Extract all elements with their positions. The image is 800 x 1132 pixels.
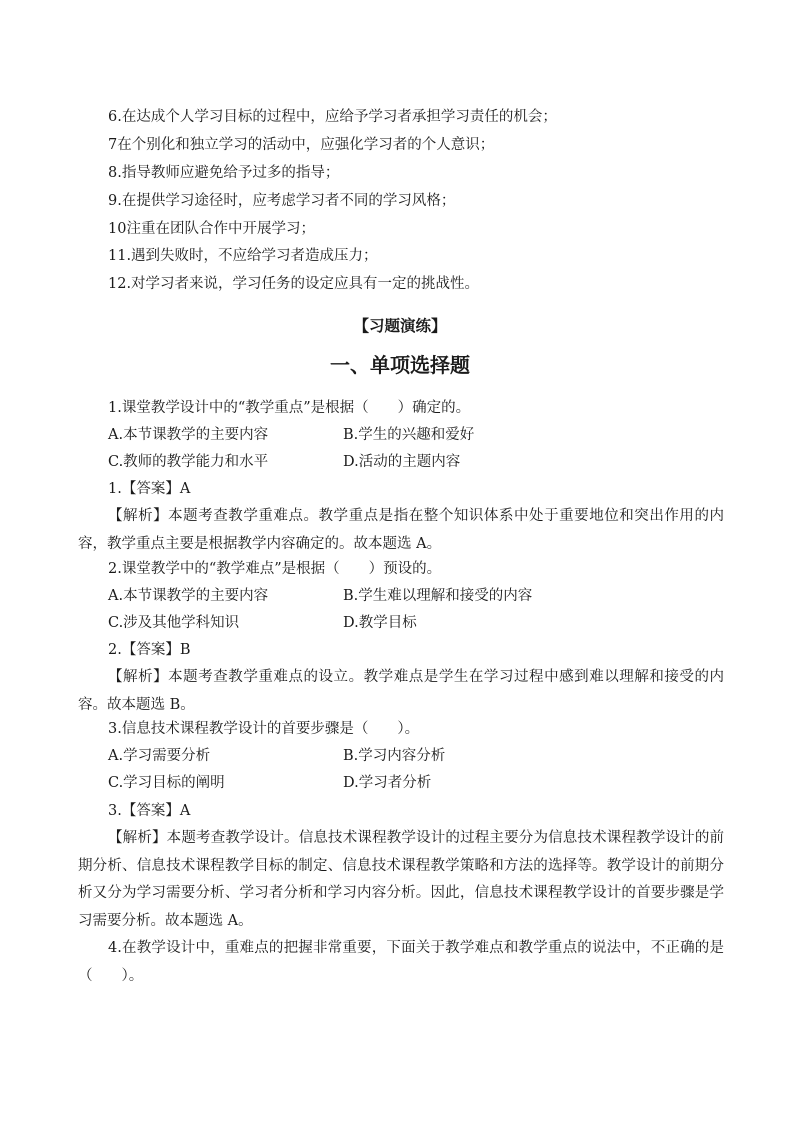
option-a: A.学习需要分析 [108,748,211,764]
principle-item: 8.指导教师应避免给予过多的指导； [108,165,340,181]
answer-line: 2.【答案】B [108,642,191,658]
option-a: A.本节课教学的主要内容 [108,427,269,443]
answer-line: 3.【答案】A [108,803,191,819]
question-stem: 3.信息技术课程教学设计的首要步骤是（ ）。 [108,721,420,737]
question-stem: 4.在教学设计中，重难点的把握非常重要，下面关于教学难点和教学重点的说法中，不正确的是（ ）。 [78,940,724,984]
analysis-paragraph: 【解析】本题考查教学重难点的设立。教学难点是学生在学习过程中感到难以理解和接受的内容。故本题选 B。 [78,669,724,713]
option-c: C.学习目标的阐明 [108,775,225,791]
analysis-paragraph: 【解析】本题考查教学重难点。教学重点是指在整个知识体系中处于重要地位和突出作用的内容，教学重点主要是根据教学内容确定的。故本题选 A。 [78,508,724,552]
option-a: A.本节课教学的主要内容 [108,588,269,604]
question-stem: 2.课堂教学中的“教学难点”是根据（ ）预设的。 [108,561,442,577]
option-c: C.涉及其他学科知识 [108,615,240,631]
option-b: B.学习内容分析 [343,748,446,764]
principle-item: 6.在达成个人学习目标的过程中，应给予学习者承担学习责任的机会； [108,109,557,125]
option-d: D.学习者分析 [343,775,432,791]
section-title: 【习题演练】 [353,317,447,335]
principle-item: 7在个别化和独立学习的活动中，应强化学习者的个人意识； [108,137,495,153]
option-b: B.学生的兴趣和爱好 [343,427,475,443]
principle-item: 10注重在团队合作中开展学习； [108,221,315,237]
option-b: B.学生难以理解和接受的内容 [343,588,533,604]
chapter-title: 一、单项选择题 [330,353,470,377]
analysis-paragraph: 【解析】本题考查教学设计。信息技术课程教学设计的过程主要分为信息技术课程教学设计的前期分析、信息技术课程教学目标的制定、信息技术课程教学策略和方法的选择等。教学设计的前期分析又分为学习需要分析、学习者分析和学习内容分析。因此，信息技术课程教学设计的首要步骤是学习需要分析。故本题选 A。 [78,830,724,929]
principle-item: 11.遇到失败时，不应给学习者造成压力； [108,248,378,264]
option-d: D.教学目标 [343,615,417,631]
option-c: C.教师的教学能力和水平 [108,454,269,470]
option-d: D.活动的主题内容 [343,454,461,470]
answer-line: 1.【答案】A [108,481,191,497]
question-stem: 1.课堂教学设计中的“教学重点”是根据（ ）确定的。 [108,400,471,416]
principle-item: 12.对学习者来说，学习任务的设定应具有一定的挑战性。 [108,276,480,292]
principle-item: 9.在提供学习途径时，应考虑学习者不同的学习风格； [108,193,456,209]
